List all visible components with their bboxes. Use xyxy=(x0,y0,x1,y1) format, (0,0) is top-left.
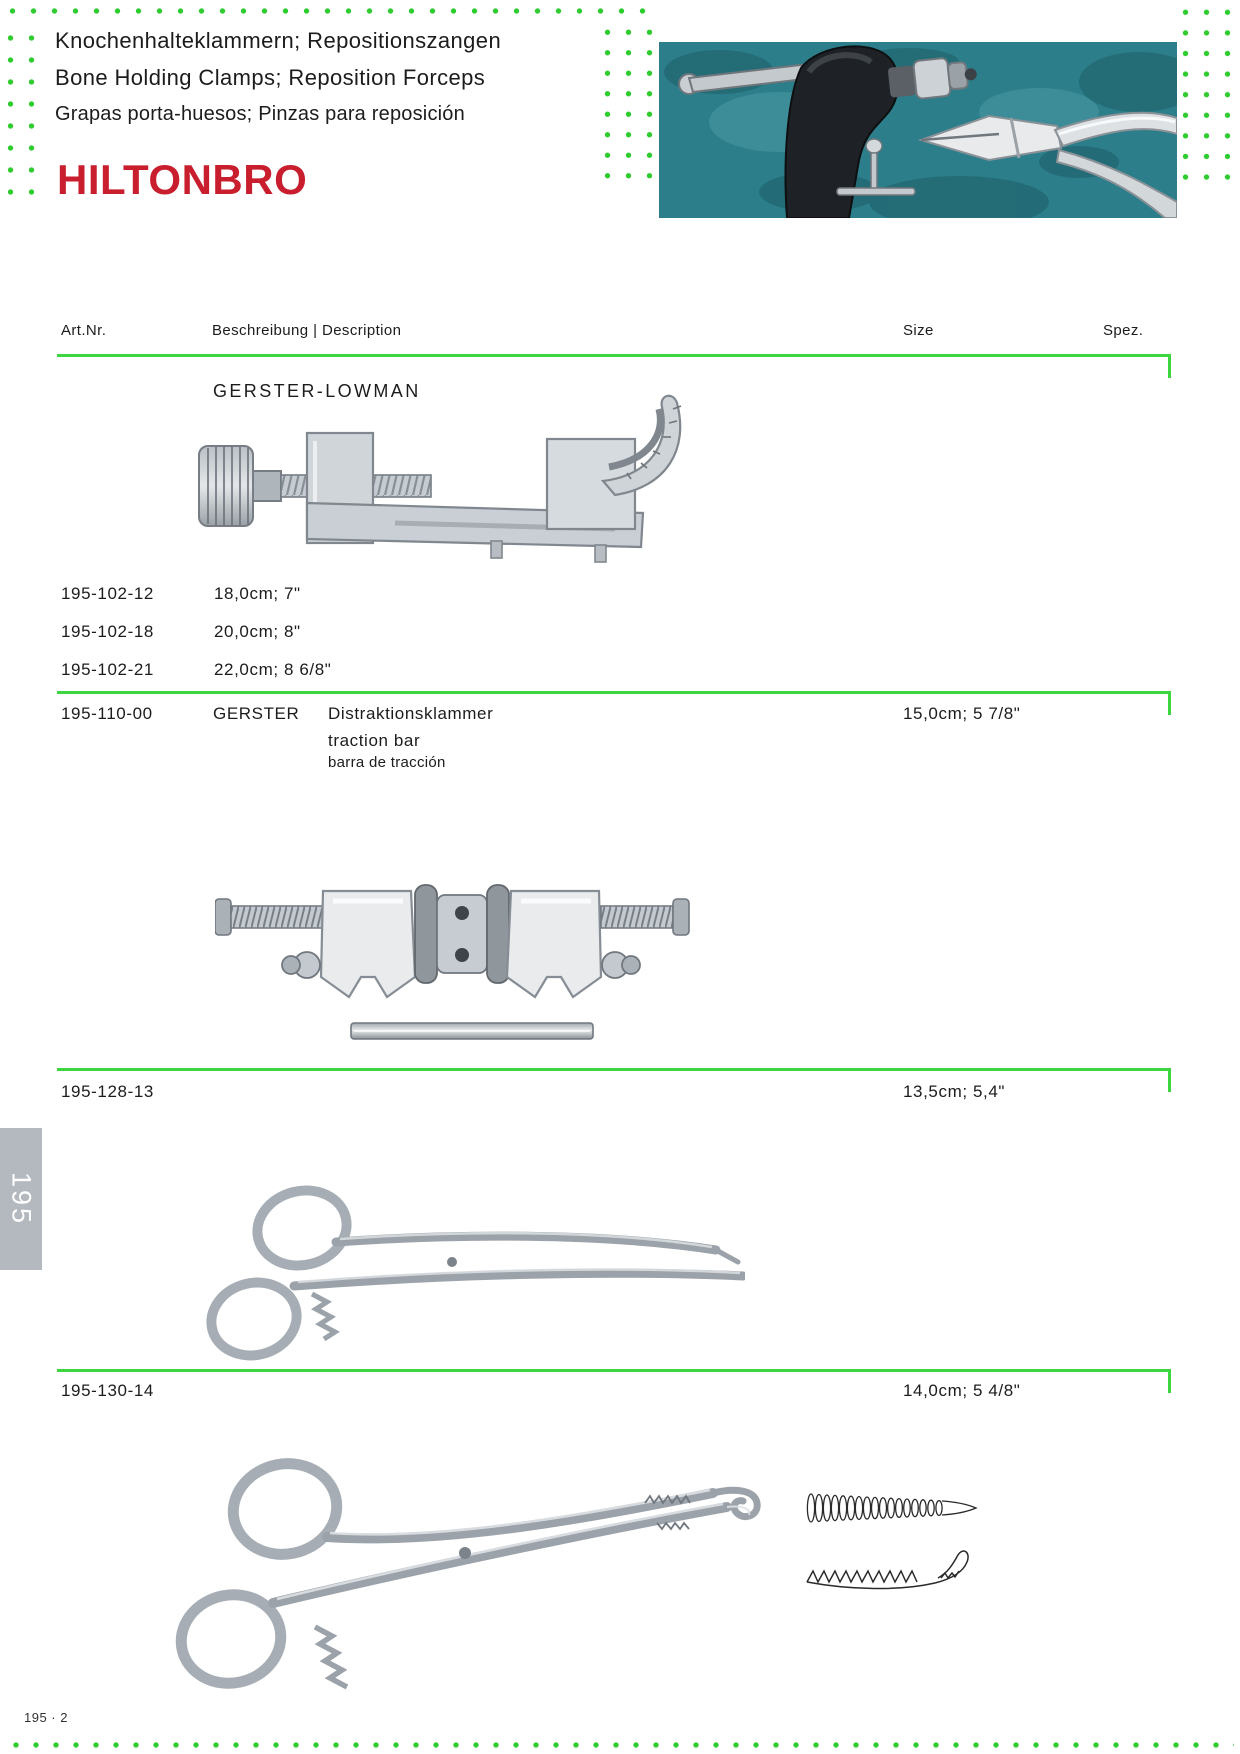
ribbed-jaw-profile xyxy=(807,1494,976,1522)
rule-tick xyxy=(1168,1068,1171,1092)
dot-border-bottom xyxy=(6,1741,1234,1749)
gerster-lowman-clamp-image xyxy=(195,355,695,605)
description-spanish: barra de tracción xyxy=(328,754,446,771)
size-cell: 14,0cm; 5 4/8" xyxy=(903,1381,1021,1400)
column-header-artnr: Art.Nr. xyxy=(61,322,107,339)
reposition-forceps-small-image xyxy=(200,1140,745,1335)
column-header-spez: Spez. xyxy=(1103,322,1144,339)
artnr-cell: 195-102-21 xyxy=(61,660,154,679)
page-title-spanish: Grapas porta-huesos; Pinzas para reposición xyxy=(55,103,465,125)
gerster-distraction-clamp-image xyxy=(215,845,695,1005)
table-rule-2 xyxy=(57,691,1171,694)
group-title-gerster-lowman: GERSTER-LOWMAN xyxy=(213,381,421,401)
serrated-jaw-profile xyxy=(807,1551,968,1588)
artnr-cell: 195-128-13 xyxy=(61,1082,154,1101)
column-header-size: Size xyxy=(903,322,934,339)
size-cell: 20,0cm; 8" xyxy=(214,622,301,641)
size-cell: 18,0cm; 7" xyxy=(214,584,301,603)
traction-bar-rod-image xyxy=(350,985,594,1005)
rule-tick xyxy=(1168,691,1171,715)
description-english: traction bar xyxy=(328,731,421,750)
artnr-cell: 195-110-00 xyxy=(61,704,153,723)
size-cell: 22,0cm; 8 6/8" xyxy=(214,660,332,679)
artnr-cell: 195-102-12 xyxy=(61,584,154,603)
footer-page-reference: 195 · 2 xyxy=(24,1710,68,1725)
jaw-serration-detail-drawing xyxy=(805,1450,980,1565)
brand-logo: HILTONBRO xyxy=(57,156,308,203)
rule-tick xyxy=(1168,354,1171,378)
dot-grid-middle xyxy=(597,22,660,186)
dot-border-top xyxy=(2,7,654,15)
page-number-tab xyxy=(0,1128,42,1270)
bone-instruments-photo xyxy=(659,42,1177,218)
page-title-english: Bone Holding Clamps; Reposition Forceps xyxy=(55,65,486,90)
column-header-description: Beschreibung | Description xyxy=(212,322,402,339)
artnr-cell: 195-102-18 xyxy=(61,622,154,641)
rule-tick xyxy=(1168,1369,1171,1393)
reposition-forceps-large-image xyxy=(165,1405,775,1668)
description-german: Distraktionsklammer xyxy=(328,704,494,723)
header-product-photo xyxy=(659,6,1177,182)
size-cell: 15,0cm; 5 7/8" xyxy=(903,704,1021,723)
dot-grid-right xyxy=(1175,2,1238,188)
artnr-cell: 195-130-14 xyxy=(61,1381,154,1400)
page-tab-label: 195 xyxy=(6,1171,37,1227)
product-name: GERSTER xyxy=(213,704,300,723)
page-title-german: Knochenhalteklammern; Repositionszangen xyxy=(55,28,502,53)
size-cell: 13,5cm; 5,4" xyxy=(903,1082,1006,1101)
dot-grid-left xyxy=(0,27,42,203)
